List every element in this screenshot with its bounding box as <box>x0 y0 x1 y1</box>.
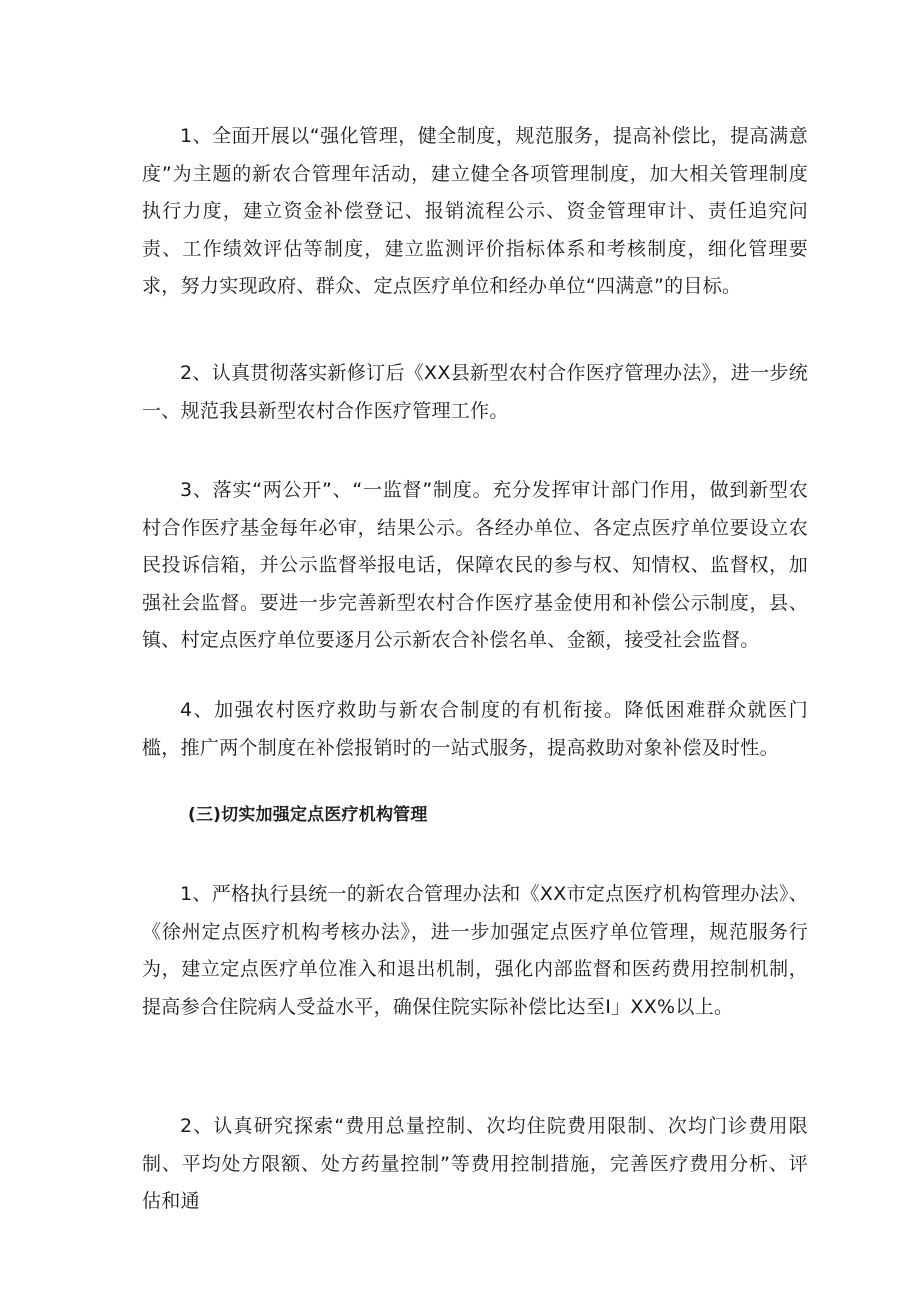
section-heading: (三)切实加强定点医疗机构管理 <box>188 805 428 825</box>
paragraph-2: 2、认真贯彻落实新修订后《XX县新型农村合作医疗管理办法》，进一步统一、规范我县新型农村合作医疗管理工作。 <box>142 362 808 422</box>
paragraph-1: 1、全面开展以“强化管理，健全制度，规范服务，提高补偿比，提高满意度”为主题的新农合管理年活动，建立健全各项管理制度，加大相关管理制度执行力度，建立资金补偿登记、报销流程公示、资金管理审计、责任追究问责、工作绩效评估等制度，建立监测评价指标体系和考核制度，细化管理要求，努力实现政府、群众、定点医疗单位和经办单位“四满意”的目标。 <box>142 125 808 297</box>
section-paragraph-2: 2、认真研究探索“费用总量控制、次均住院费用限制、次均门诊费用限制、平均处方限额、处方药量控制”等费用控制措施，完善医疗费用分析、评估和通 <box>142 1115 808 1212</box>
paragraph-4: 4、加强农村医疗救助与新农合制度的有机衔接。降低困难群众就医门槛，推广两个制度在补偿报销时的一站式服务，提高救助对象补偿及时性。 <box>142 699 808 759</box>
section-paragraph-1: 1、严格执行县统一的新农合管理办法和《XX市定点医疗机构管理办法》、《徐州定点医疗机构考核办法》，进一步加强定点医疗单位管理，规范服务行为，建立定点医疗单位准入和退出机制，强化内部监督和医药费用控制机制，提高参合住院病人受益水平，确保住院实际补偿比达至I」XX%以上。 <box>142 883 808 1018</box>
paragraph-3: 3、落实“两公开”、“一监督”制度。充分发挥审计部门作用，做到新型农村合作医疗基金每年必审，结果公示。各经办单位、各定点医疗单位要设立农民投诉信箱，并公示监督举报电话，保障农民的参与权、知情权、监督权，加强社会监督。要进一步完善新型农村合作医疗基金使用和补偿公示制度，县、镇、村定点医疗单位要逐月公示新农合补偿名单、金额，接受社会监督。 <box>142 479 808 651</box>
